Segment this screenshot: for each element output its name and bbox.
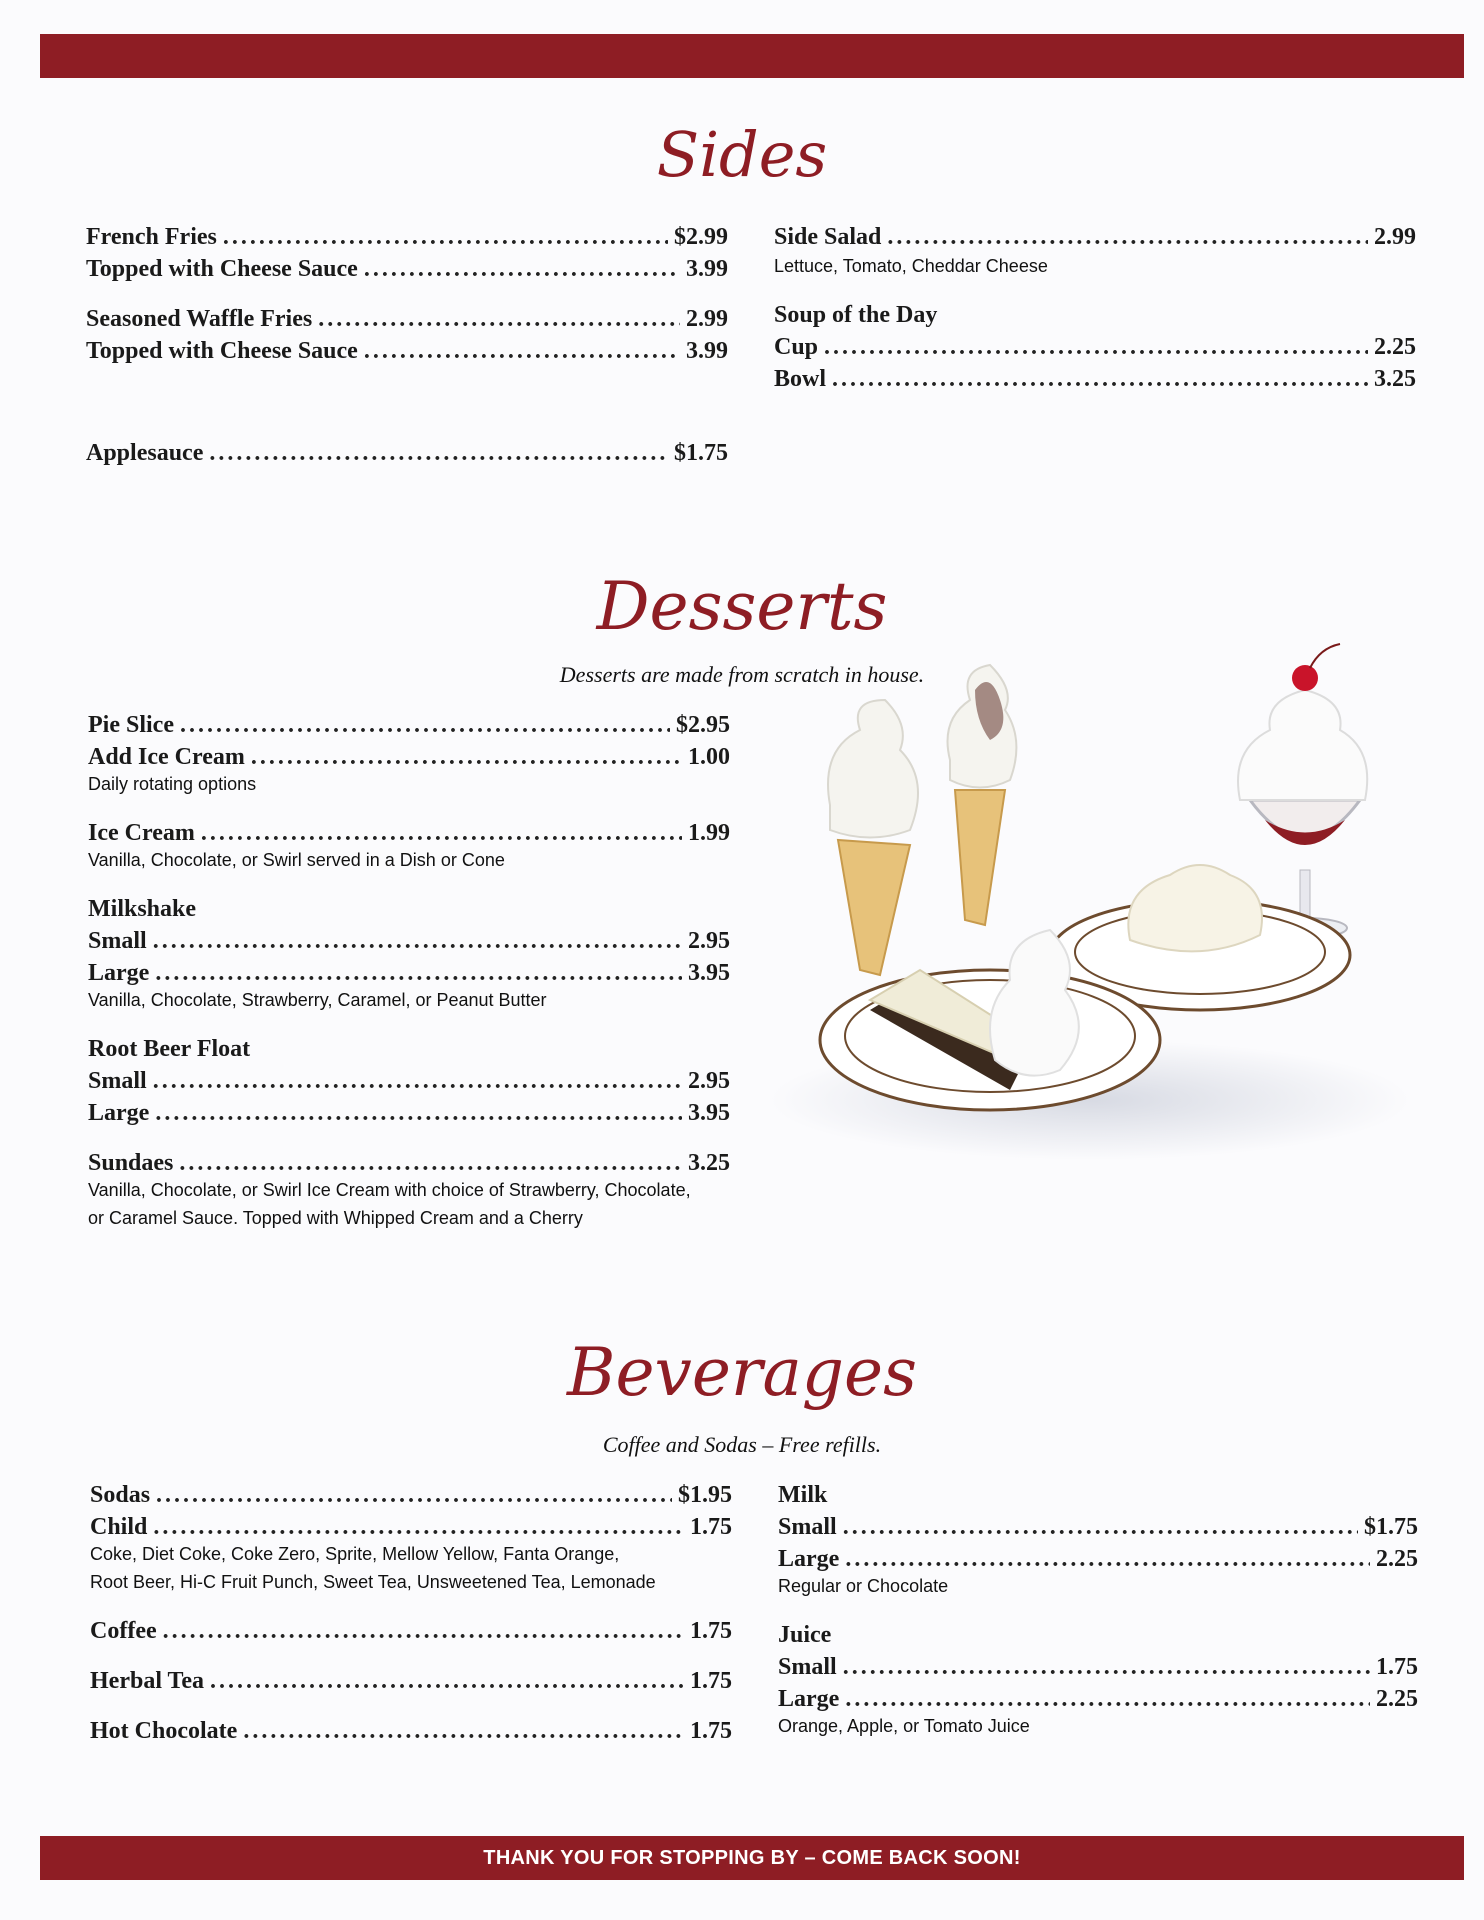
menu-item-milkshake-large: [88, 958, 730, 988]
leader-dots: [887, 222, 1368, 252]
leader-dots: [251, 742, 682, 772]
menu-item-milk-large: [778, 1544, 1418, 1574]
menu-item-sundaes: [88, 1148, 730, 1178]
add-ice-cream-note: Daily rotating options: [88, 774, 257, 794]
leader-dots: [179, 1148, 682, 1178]
item-price: $1.75: [674, 440, 728, 466]
item-name: Child: [90, 1514, 148, 1540]
item-price: 3.99: [686, 256, 728, 282]
item-price: 2.25: [1376, 1686, 1418, 1712]
menu-item-side-salad: [774, 222, 1416, 252]
menu-item-ice-cream: [88, 818, 730, 848]
leader-dots: [209, 438, 668, 468]
item-name: Sundaes: [88, 1150, 174, 1176]
soda-note-line-1: Coke, Diet Coke, Coke Zero, Sprite, Mellow Yellow, Fanta Orange,: [90, 1544, 620, 1564]
juice-note: Orange, Apple, or Tomato Juice: [778, 1716, 1030, 1736]
leader-dots: [845, 1544, 1370, 1574]
item-price: $2.99: [674, 224, 728, 250]
desserts-heading: Desserts: [596, 568, 888, 645]
beverages-heading: Beverages: [567, 1334, 917, 1411]
item-name: French Fries: [86, 224, 217, 250]
juice-title: Juice: [778, 1622, 832, 1648]
menu-item-soup-cup: [774, 332, 1416, 362]
desserts-illustration: [760, 630, 1420, 1170]
item-name: Small: [778, 1654, 837, 1680]
menu-item-pie-slice: [88, 710, 730, 740]
menu-item-soup-bowl: [774, 364, 1416, 394]
item-price: 1.99: [688, 820, 730, 846]
item-price: 2.25: [1376, 1546, 1418, 1572]
item-price: 3.25: [1374, 366, 1416, 392]
item-name: Large: [778, 1686, 840, 1712]
item-name: Coffee: [90, 1618, 157, 1644]
leader-dots: [153, 926, 682, 956]
item-name: Small: [88, 928, 147, 954]
item-price: 3.99: [686, 338, 728, 364]
item-price: $1.75: [1364, 1514, 1418, 1540]
leader-dots: [180, 710, 670, 740]
leader-dots: [155, 958, 682, 988]
menu-item-waffle-cheese: [86, 336, 728, 366]
leader-dots: [364, 336, 680, 366]
beverages-subtitle: Coffee and Sodas – Free refills.: [602, 1432, 882, 1457]
leader-dots: [243, 1716, 684, 1746]
item-price: 1.75: [690, 1668, 732, 1694]
ice-cream-cone-swirl: [948, 665, 1017, 925]
menu-item-milkshake-small: [88, 926, 730, 956]
item-name: Sodas: [90, 1482, 151, 1508]
item-price: 1.75: [1376, 1654, 1418, 1680]
cherry: [1292, 665, 1318, 691]
menu-item-float-large: [88, 1098, 730, 1128]
leader-dots: [156, 1480, 672, 1510]
item-price: 1.00: [688, 744, 730, 770]
menu-item-herbal-tea: [90, 1666, 732, 1696]
leader-dots: [845, 1684, 1370, 1714]
milk-note: Regular or Chocolate: [778, 1576, 949, 1596]
item-name: Bowl: [774, 366, 827, 392]
leader-dots: [843, 1512, 1358, 1542]
item-price: 1.75: [690, 1514, 732, 1540]
ice-cream-cone-vanilla: [828, 700, 918, 975]
soda-note-line-2: Root Beer, Hi-C Fruit Punch, Sweet Tea, Unsweetened Tea, Lemonade: [90, 1572, 656, 1592]
sundae-glass: [1238, 644, 1367, 938]
item-name: Large: [778, 1546, 840, 1572]
item-name: Topped with Cheese Sauce: [86, 256, 358, 282]
item-price: 2.95: [688, 928, 730, 954]
top-banner: [40, 34, 1464, 78]
item-price: $2.95: [676, 712, 730, 738]
item-price: 1.75: [690, 1718, 732, 1744]
item-name: Cup: [774, 334, 819, 360]
milkshake-note: Vanilla, Chocolate, Strawberry, Caramel, or Peanut Butter: [88, 990, 547, 1010]
desserts-subtitle: Desserts are made from scratch in house.: [559, 662, 925, 687]
item-name: Large: [88, 960, 150, 986]
soup-title: Soup of the Day: [774, 302, 938, 328]
menu-item-coffee: [90, 1616, 732, 1646]
leader-dots: [364, 254, 680, 284]
item-name: Small: [88, 1068, 147, 1094]
sundaes-note-line-1: Vanilla, Chocolate, or Swirl Ice Cream with choice of Strawberry, Chocolate,: [88, 1180, 691, 1200]
menu-item-french-fries: [86, 222, 728, 252]
leader-dots: [153, 1066, 682, 1096]
menu-item-waffle-fries: [86, 304, 728, 334]
menu-item-fries-cheese: [86, 254, 728, 284]
item-name: Large: [88, 1100, 150, 1126]
item-name: Side Salad: [774, 224, 882, 250]
menu-item-juice-large: [778, 1684, 1418, 1714]
footer-banner: THANK YOU FOR STOPPING BY – COME BACK SOON!: [40, 1836, 1464, 1880]
float-title: Root Beer Float: [88, 1036, 251, 1062]
milk-title: Milk: [778, 1482, 828, 1508]
sides-heading: Sides: [656, 118, 828, 191]
item-name: Ice Cream: [88, 820, 195, 846]
item-name: Add Ice Cream: [88, 744, 245, 770]
item-name: Pie Slice: [88, 712, 174, 738]
leader-dots: [318, 304, 680, 334]
ice-cream-note: Vanilla, Chocolate, or Swirl served in a Dish or Cone: [88, 850, 505, 870]
item-price: 2.99: [686, 306, 728, 332]
menu-item-sodas: [90, 1480, 732, 1510]
menu-item-milk-small: [778, 1512, 1418, 1542]
leader-dots: [155, 1098, 682, 1128]
menu-item-add-ice-cream: [88, 742, 730, 772]
menu-item-float-small: [88, 1066, 730, 1096]
leader-dots: [153, 1512, 684, 1542]
item-price: 1.75: [690, 1618, 732, 1644]
item-price: 2.95: [688, 1068, 730, 1094]
item-name: Herbal Tea: [90, 1668, 205, 1694]
item-name: Hot Chocolate: [90, 1718, 238, 1744]
sundaes-note-line-2: or Caramel Sauce. Topped with Whipped Cream and a Cherry: [88, 1208, 583, 1228]
menu-item-applesauce: [86, 438, 728, 468]
leader-dots: [832, 364, 1368, 394]
menu-item-juice-small: [778, 1652, 1418, 1682]
item-name: Applesauce: [86, 440, 204, 466]
item-name: Small: [778, 1514, 837, 1540]
item-price: 3.95: [688, 960, 730, 986]
leader-dots: [843, 1652, 1370, 1682]
leader-dots: [163, 1616, 684, 1646]
item-price: 3.95: [688, 1100, 730, 1126]
leader-dots: [201, 818, 682, 848]
leader-dots: [210, 1666, 684, 1696]
milkshake-title: Milkshake: [88, 896, 197, 922]
item-price: $1.95: [678, 1482, 732, 1508]
item-price: 2.99: [1374, 224, 1416, 250]
item-price: 3.25: [688, 1150, 730, 1176]
leader-dots: [824, 332, 1368, 362]
menu-item-child: [90, 1512, 732, 1542]
side-salad-note: Lettuce, Tomato, Cheddar Cheese: [774, 256, 1048, 276]
menu-item-hot-chocolate: [90, 1716, 732, 1746]
item-name: Topped with Cheese Sauce: [86, 338, 358, 364]
item-price: 2.25: [1374, 334, 1416, 360]
leader-dots: [223, 222, 668, 252]
item-name: Seasoned Waffle Fries: [86, 306, 313, 332]
